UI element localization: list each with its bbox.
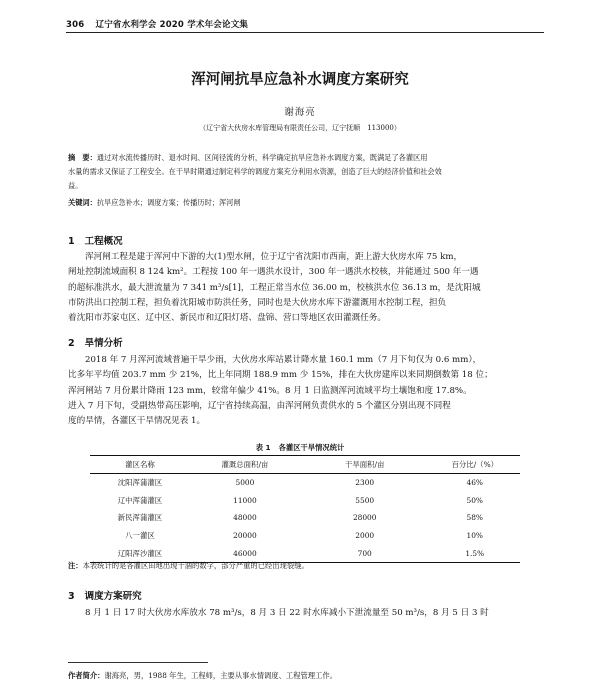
author-footnote (68, 671, 337, 681)
table-cell: 50% (466, 495, 483, 505)
table-row (90, 492, 520, 510)
text-line: 比多年平均值 203.7 mm 少 21%，比上年同期 188.9 mm 少 15%，排在大伙房建库以来同期倒数第 18 位； (68, 370, 493, 381)
text-line: 2018 年 7 月浑河流域普遍干旱少雨，大伙房水库站累计降水量 160.1 mm（7 月下旬仅为 0.6 mm）， (85, 355, 482, 365)
abstract-label: 摘 要： (68, 153, 97, 162)
table-caption (0, 443, 600, 453)
running-head (66, 18, 248, 30)
section-number: 2 (68, 338, 75, 349)
header-rule (66, 32, 544, 33)
text-line: 进入 7 月下旬，受副热带高压影响，辽宁省持续高温，由浑河闸负责供水的 5 个灌区分别出现不同程 (68, 400, 451, 411)
section-number: 3 (68, 591, 75, 602)
table-cell: 46000 (190, 544, 300, 562)
text-line: 闸址控制流域面积 8 124 km²。工程按 100 年一遇洪水设计，300 年一遇洪水校核，并能通过 500 年一遇 (68, 267, 479, 278)
table-cell: 2300 (355, 478, 375, 488)
table-number: 表 1 (255, 443, 271, 452)
table-note-label: 注： (68, 561, 83, 570)
section-title: 调度方案研究 (84, 591, 142, 602)
table-cell: 沈阳浑蒲灌区 (117, 478, 163, 488)
section2-paragraph (68, 353, 544, 429)
table-note-text: 本表统计的是各灌区田地出现干涸的数字，部分严重的已经出现裂缝。 (82, 561, 309, 570)
table-row (90, 544, 520, 562)
abstract-line: 水量的需求又保证了工程安全。在干旱时期通过制定科学的调度方案充分利用水资源，创造了巨大的经济价值和社会效 (68, 167, 442, 176)
paper-title: 浑河闸抗旱应急补水调度方案研究 (191, 72, 409, 88)
table-row (90, 509, 520, 527)
table-row (90, 527, 520, 545)
abstract-line (68, 151, 544, 165)
table-row (90, 474, 520, 492)
text-line: 的超标准洪水，最大泄流量为 7 341 m³/s[1]，工程正常当水位 36.00 m，校核洪水位 36.13 m，是沈阳城 (68, 282, 481, 293)
section-heading (68, 233, 123, 247)
table-cell: 1.5% (430, 544, 521, 562)
table-cell: 46% (466, 478, 483, 488)
column-header: 百分比/（%） (430, 456, 521, 474)
section1-paragraph (68, 250, 544, 326)
footnote-text: 谢海亮，男，1988 年生，工程师，主要从事水情调度、工程管理工作。 (104, 671, 337, 680)
text-line: 着沈阳市苏家屯区、辽中区、新民市和辽阳灯塔、盘锦、营口等地区农田灌溉任务。 (68, 313, 386, 324)
table-cell: 2000 (355, 531, 375, 541)
table-cell: 48000 (233, 513, 257, 523)
section-heading (68, 335, 123, 349)
column-header: 灌区名称 (90, 456, 190, 474)
table-cell: 辽阳浑沙灌区 (90, 544, 190, 562)
abstract (68, 151, 544, 193)
section-heading (68, 588, 142, 602)
author-name: 谢海亮 (284, 107, 316, 118)
table-cell: 11000 (233, 495, 257, 505)
keywords-text: 抗旱应急补水；调度方案；传播历时；浑河闸 (96, 198, 241, 207)
section-number: 1 (68, 236, 75, 247)
text-line: 浑河闸站 7 月份累计降雨 123 mm，较常年偏少 41%。8 月 1 日监测浑河流域平均土壤饱和度 17.8%。 (68, 385, 472, 396)
section-title: 旱情分析 (84, 338, 123, 349)
text-line: 度的旱情，各灌区干旱情况见表 1。 (68, 416, 206, 427)
footnote-label: 作者简介： (68, 671, 105, 680)
text-line: 浑河闸工程是建于浑河中下游的大(1)型水闸，位于辽宁省沈阳市西南，距上游大伙房水库 75 km， (85, 252, 463, 262)
text-line: 市防洪出口控制工程，担负着沈阳城市防洪任务，同时也是大伙房水库下游灌溉用水控制工程，担负 (68, 297, 447, 308)
table-cell: 700 (300, 544, 430, 562)
keywords-label: 关键词： (68, 198, 97, 207)
table-cell: 八一灌区 (125, 531, 155, 541)
abstract-text: 通过对水流传播历时、退水时间、区间径流的分析，科学确定抗旱应急补水调度方案，既满足了各灌区用 (96, 153, 428, 162)
table-cell: 5000 (235, 478, 255, 488)
abstract-line: 益。 (68, 181, 83, 190)
table-cell: 20000 (233, 531, 257, 541)
section3-paragraph (68, 606, 544, 621)
table-cell: 28000 (352, 513, 377, 523)
table-cell: 5500 (355, 495, 375, 505)
table-caption-text: 各灌区干旱情况统计 (278, 443, 345, 452)
table-cell: 辽中浑蒲灌区 (117, 495, 163, 505)
column-header: 灌溉总面积/亩 (190, 456, 300, 474)
table-header-row (90, 456, 520, 474)
text-line: 8 月 1 日 17 时大伙房水库放水 78 m³/s，8 月 3 日 22 时水库减小下泄流量至 50 m³/s，8 月 5 日 3 时 (85, 608, 489, 618)
table-cell: 新民浑蒲灌区 (117, 513, 163, 523)
table-cell: 58% (466, 513, 483, 523)
section-title: 工程概况 (84, 236, 123, 247)
table-note (68, 561, 309, 571)
affiliation: （辽宁省大伙房水库管理局有限责任公司，辽宁抚顺 113000） (199, 124, 401, 132)
keywords (68, 198, 544, 208)
column-header: 干旱面积/亩 (300, 456, 430, 474)
footnote-rule (68, 662, 208, 663)
page-number: 306 (66, 20, 85, 30)
table-cell: 10% (466, 531, 483, 541)
drought-table (90, 455, 520, 563)
journal-name: 辽宁省水利学会 2020 学术年会论文集 (95, 20, 249, 30)
